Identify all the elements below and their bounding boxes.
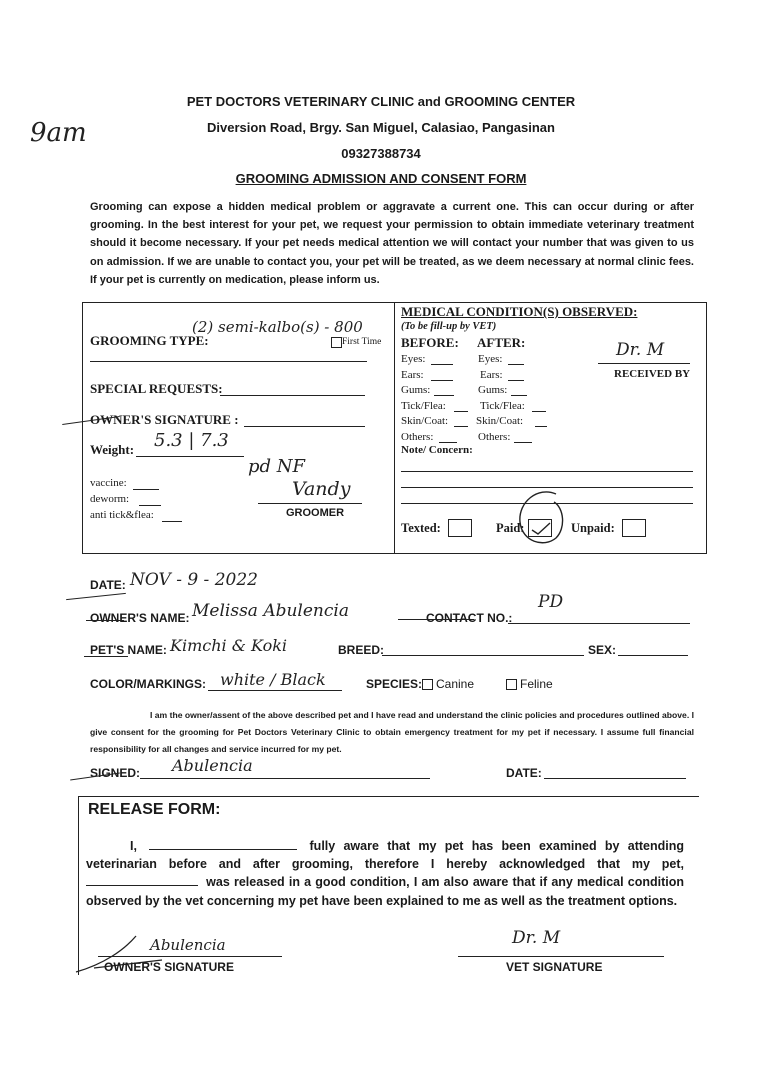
vet-signature-label: VET SIGNATURE (506, 960, 603, 974)
note-line-1 (401, 471, 693, 472)
release-title: RELEASE FORM: (88, 801, 221, 818)
owner-name-value[interactable]: Melissa Abulencia (192, 601, 349, 621)
release-text-1: I, (130, 839, 137, 853)
clinic-name: PET DOCTORS VETERINARY CLINIC and GROOMING CENTER (186, 94, 576, 109)
species-canine-option[interactable] (422, 677, 474, 691)
paid-check-mark (530, 520, 552, 536)
before-item: Skin/Coat: (401, 415, 449, 428)
groomer-label: GROOMER (286, 507, 345, 519)
owner-signature-value: Abulencia (150, 936, 226, 954)
breed-label: BREED: (338, 643, 385, 657)
deworm-line (139, 505, 161, 506)
after-item: Eyes: (478, 353, 503, 365)
species-label: SPECIES: (366, 677, 423, 691)
signed-label: SIGNED: (90, 766, 141, 780)
contact-strike (398, 619, 474, 620)
first-time-checkbox[interactable] (331, 337, 342, 348)
special-requests-label: SPECIAL REQUESTS: (90, 381, 223, 396)
clinic-phone: 09327388734 (341, 146, 421, 161)
texted-checkbox[interactable] (448, 519, 472, 537)
deworm-label: deworm: (90, 493, 130, 505)
color-label: COLOR/MARKINGS: (90, 677, 206, 691)
before-item: Tick/Flea: (401, 399, 446, 412)
release-name-blank[interactable] (149, 837, 297, 850)
contact-line (508, 623, 690, 624)
after-item: Skin/Coat: (476, 415, 524, 428)
vaccine-label: vaccine: (90, 477, 127, 489)
note-label: Note/ Concern: (401, 444, 473, 456)
medical-title: MEDICAL CONDITION(S) OBSERVED: (401, 304, 638, 319)
after-item: Ears: (480, 368, 503, 381)
groomer-note: pd NF (248, 456, 306, 477)
release-text-3: was released in a good condition, I am also aware that if any medical condition observed by the vet concerning my pet have been explained to me as well as the treatment options. (86, 875, 684, 908)
pet-name-strike (84, 656, 128, 657)
after-item: Tick/Flea: (480, 399, 525, 412)
special-requests-line (220, 395, 365, 396)
owner-signature-sig-line (98, 956, 282, 957)
received-by-value: Dr. M (616, 340, 665, 360)
anti-tick-line (162, 521, 182, 522)
feline-label: Feline (520, 677, 553, 691)
grooming-type-value[interactable]: (2) semi-kalbo(s) - 800 (192, 318, 363, 336)
consent-paragraph: I am the owner/assent of the above described pet and I have read and understand the clinic policies and procedures outlined above. I give consent for the grooming for Pet Doctors Veterinary Clinic to obtain emergency treatment for my pet if necessary. I assume full financial responsibility for all changes and service incurred for my pet. (90, 710, 694, 754)
after-item: Gums: (478, 384, 508, 397)
sex-label: SEX: (588, 643, 617, 657)
weight-label: Weight: (90, 442, 135, 457)
owner-signature-label: OWNER'S SIGNATURE : (90, 412, 239, 427)
canine-label: Canine (436, 677, 475, 691)
canine-checkbox[interactable] (422, 679, 433, 690)
color-line (208, 690, 342, 691)
form-title: GROOMING ADMISSION AND CONSENT FORM (235, 171, 527, 186)
received-by-line (598, 363, 690, 364)
owner-name-strike (86, 620, 124, 621)
signed-line (140, 778, 430, 779)
owner-name-label: OWNER'S NAME: (90, 611, 190, 625)
color-value[interactable]: white / Black (220, 670, 326, 689)
groomer-line (258, 503, 362, 504)
release-paragraph (86, 837, 684, 910)
after-item: Others: (478, 430, 511, 443)
sex-line (618, 655, 688, 656)
owner-signature-line (244, 426, 365, 427)
intro-paragraph: Grooming can expose a hidden medical problem or aggravate a current one. This can occur during or after grooming. In the best interest for your pet, we request your permission to obtain immediate veterinary treatment should it become necessary. If your pet needs medical attention we will contact your number that was given to us on admission. If we are unable to contact you, your pet will be treated, as we deem necessary at normal clinic fees. If your pet is currently on medication, please inform us. (90, 201, 694, 286)
date-label: DATE: (90, 578, 126, 592)
vaccine-line (133, 489, 159, 490)
medical-subtitle: (To be fill-up by VET) (401, 321, 497, 332)
anti-tick-label: anti tick&flea: (90, 509, 154, 521)
release-pet-blank[interactable] (86, 873, 198, 886)
date-strike (66, 593, 126, 600)
weight-value[interactable]: 5.3 | 7.3 (154, 430, 229, 451)
clinic-address: Diversion Road, Brgy. San Miguel, Calasiao, Pangasinan (207, 120, 555, 135)
breed-line (382, 655, 584, 656)
pet-name-label: PET'S NAME: (90, 643, 167, 657)
grooming-type-line-2 (90, 361, 367, 362)
feline-checkbox[interactable] (506, 679, 517, 690)
vet-signature-value: Dr. M (512, 928, 561, 948)
signed-date-label: DATE: (506, 766, 542, 780)
first-time-label: First Time (342, 337, 382, 347)
unpaid-checkbox[interactable] (622, 519, 646, 537)
signed-value[interactable]: Abulencia (172, 756, 253, 775)
groomer-name[interactable]: Vandy (292, 478, 351, 500)
before-label: BEFORE: (401, 335, 459, 350)
contact-value[interactable]: PD (538, 592, 564, 612)
weight-line (136, 456, 244, 457)
before-item: Others: (401, 430, 434, 443)
owner-signature-sig-label: OWNER'S SIGNATURE (104, 960, 234, 974)
texted-label: Texted: (401, 521, 441, 535)
received-by-label: RECEIVED BY (614, 368, 691, 380)
unpaid-label: Unpaid: (571, 521, 615, 535)
vet-signature-line (458, 956, 664, 957)
date-value[interactable]: NOV - 9 - 2022 (130, 570, 258, 590)
before-item: Eyes: (401, 353, 426, 365)
margin-time-note: 9am (30, 118, 87, 148)
pet-name-value[interactable]: Kimchi & Koki (170, 636, 288, 655)
paid-circle-mark (508, 488, 572, 550)
before-item: Gums: (401, 384, 431, 397)
paid-label: Paid: (496, 521, 525, 535)
species-feline-option[interactable] (506, 677, 553, 691)
signed-date-line (544, 778, 686, 779)
after-label: AFTER: (477, 335, 526, 350)
grooming-type-label: GROOMING TYPE: (90, 333, 209, 348)
release-text-2: fully aware that my pet has been examined by attending veterinarian before and after grooming, therefore I hereby acknowledged that my pet, (86, 839, 684, 872)
before-item: Ears: (401, 368, 424, 381)
contact-label: CONTACT NO.: (426, 611, 513, 625)
